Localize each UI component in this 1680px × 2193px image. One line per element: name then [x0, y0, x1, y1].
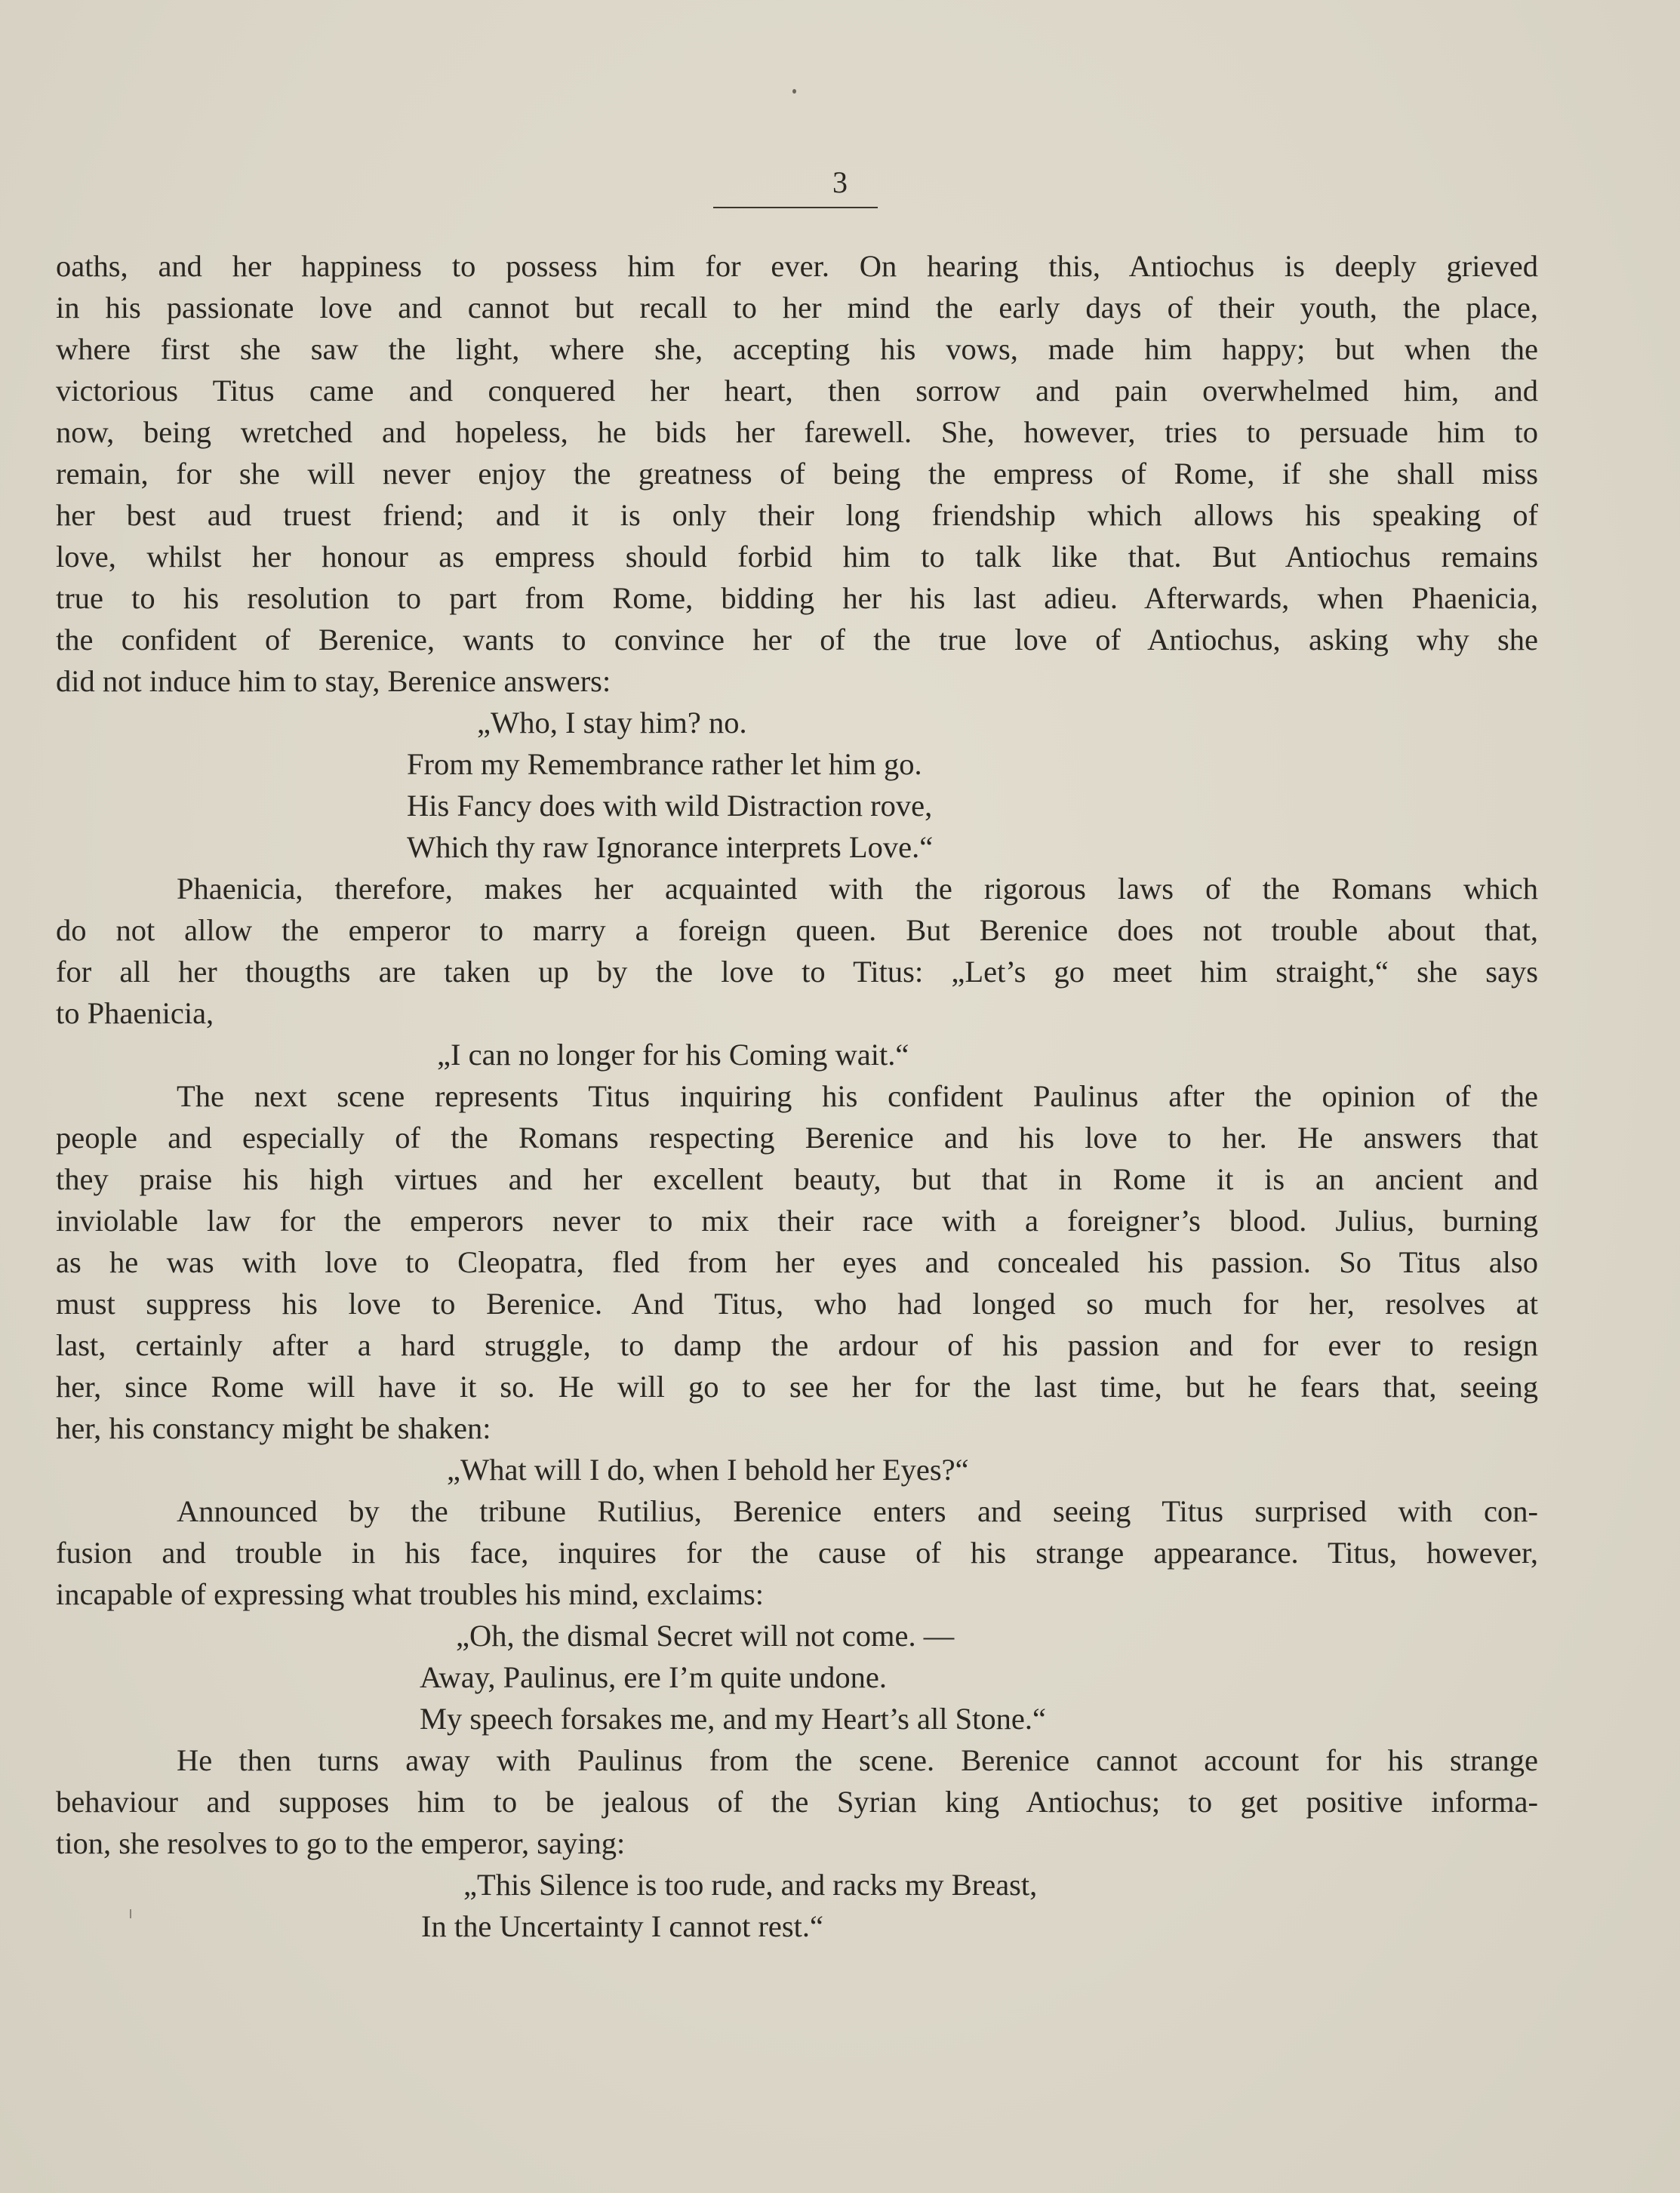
paragraph-4 [56, 1490, 1538, 1615]
verse-quote-1 [56, 702, 1538, 868]
text-line: people and especially of the Romans respecting Berenice and his love to her. He answers that [56, 1121, 1538, 1155]
verse-line: „I can no longer for his Coming wait.“ [437, 1038, 909, 1072]
text-line: behaviour and supposes him to be jealous of the Syrian king Antiochus; to get positive informa- [56, 1785, 1538, 1819]
text-line: must suppress his love to Berenice. And Titus, who had longed so much for her, resolves at [56, 1287, 1538, 1321]
verse-line: „What will I do, when I behold her Eyes?“ [447, 1453, 969, 1487]
verse-line: From my Remembrance rather let him go. [407, 747, 922, 781]
verse-line: My speech forsakes me, and my Heart’s all Stone.“ [420, 1702, 1047, 1736]
verse-quote-3 [56, 1449, 1538, 1490]
text-line: Phaenicia, therefore, makes her acquainted with the rigorous laws of the Romans which [177, 872, 1538, 906]
text-line: in his passionate love and cannot but recall to her mind the early days of their youth, the place, [56, 291, 1538, 324]
verse-line: In the Uncertainty I cannot rest.“ [421, 1909, 824, 1943]
text-line: where first she saw the light, where she, accepting his vows, made him happy; but when the [56, 332, 1538, 366]
text-line: tion, she resolves to go to the emperor, saying: [56, 1826, 626, 1860]
verse-line: His Fancy does with wild Distraction rove, [407, 789, 933, 823]
text-line: fusion and trouble in his face, inquires for the cause of his strange appearance. Titus, however, [56, 1536, 1538, 1570]
text-line: her, his constancy might be shaken: [56, 1411, 491, 1445]
verse-line: Away, Paulinus, ere I’m quite undone. [420, 1660, 888, 1694]
text-line: remain, for she will never enjoy the greatness of being the empress of Rome, if she shall miss [56, 457, 1538, 491]
text-line: last, certainly after a hard struggle, to damp the ardour of his passion and for ever to resign [56, 1328, 1538, 1362]
text-line: did not induce him to stay, Berenice answers: [56, 664, 611, 698]
text-line: true to his resolution to part from Rome, bidding her his last adieu. Afterwards, when Phaenicia, [56, 581, 1538, 615]
text-line: now, being wretched and hopeless, he bids her farewell. She, however, tries to persuade him to [56, 415, 1538, 449]
paragraph-5 [56, 1739, 1538, 1864]
paragraph-1 [56, 245, 1538, 702]
text-line: Announced by the tribune Rutilius, Berenice enters and seeing Titus surprised with con- [177, 1494, 1538, 1528]
text-line: the confident of Berenice, wants to convince her of the true love of Antiochus, asking why she [56, 623, 1538, 657]
text-line: do not allow the emperor to marry a foreign queen. But Berenice does not trouble about that, [56, 913, 1538, 947]
text-line: her best aud truest friend; and it is only their long friendship which allows his speaking of [56, 498, 1538, 532]
verse-quote-4 [56, 1615, 1538, 1739]
text-line: He then turns away with Paulinus from the scene. Berenice cannot account for his strange [177, 1743, 1538, 1777]
text-line: The next scene represents Titus inquiring his confident Paulinus after the opinion of the [177, 1079, 1538, 1113]
ink-speck [792, 89, 796, 94]
text-line: oaths, and her happiness to possess him for ever. On hearing this, Antiochus is deeply grieved [56, 249, 1538, 283]
verse-line: „This Silence is too rude, and racks my Breast, [463, 1868, 1038, 1902]
text-line: as he was with love to Cleopatra, fled from her eyes and concealed his passion. So Titus also [56, 1245, 1538, 1279]
text-line: inviolable law for the emperors never to mix their race with a foreigner’s blood. Julius, burning [56, 1204, 1538, 1238]
text-line: incapable of expressing what troubles his mind, exclaims: [56, 1577, 765, 1611]
paragraph-2 [56, 868, 1538, 1034]
text-line: to Phaenicia, [56, 996, 214, 1030]
paragraph-3 [56, 1075, 1538, 1449]
verse-line: Which thy raw Ignorance interprets Love.“ [407, 830, 934, 864]
header-rule [713, 207, 878, 208]
verse-quote-2 [56, 1034, 1538, 1075]
verse-line: „Who, I stay him? no. [477, 706, 747, 740]
verse-line: „Oh, the dismal Secret will not come. — [456, 1619, 955, 1653]
text-line: her, since Rome will have it so. He will go to see her for the last time, but he fears that, seeing [56, 1370, 1538, 1404]
page-number: 3 [832, 165, 848, 199]
text-line: for all her thougths are taken up by the love to Titus: „Let’s go meet him straight,“ she says [56, 955, 1538, 989]
text-line: victorious Titus came and conquered her heart, then sorrow and pain overwhelmed him, and [56, 374, 1538, 408]
body-text [56, 245, 1538, 1947]
verse-quote-5 [56, 1864, 1538, 1947]
text-line: love, whilst her honour as empress should forbid him to talk like that. But Antiochus remains [56, 540, 1538, 574]
text-line: they praise his high virtues and her excellent beauty, but that in Rome it is an ancient and [56, 1162, 1538, 1196]
